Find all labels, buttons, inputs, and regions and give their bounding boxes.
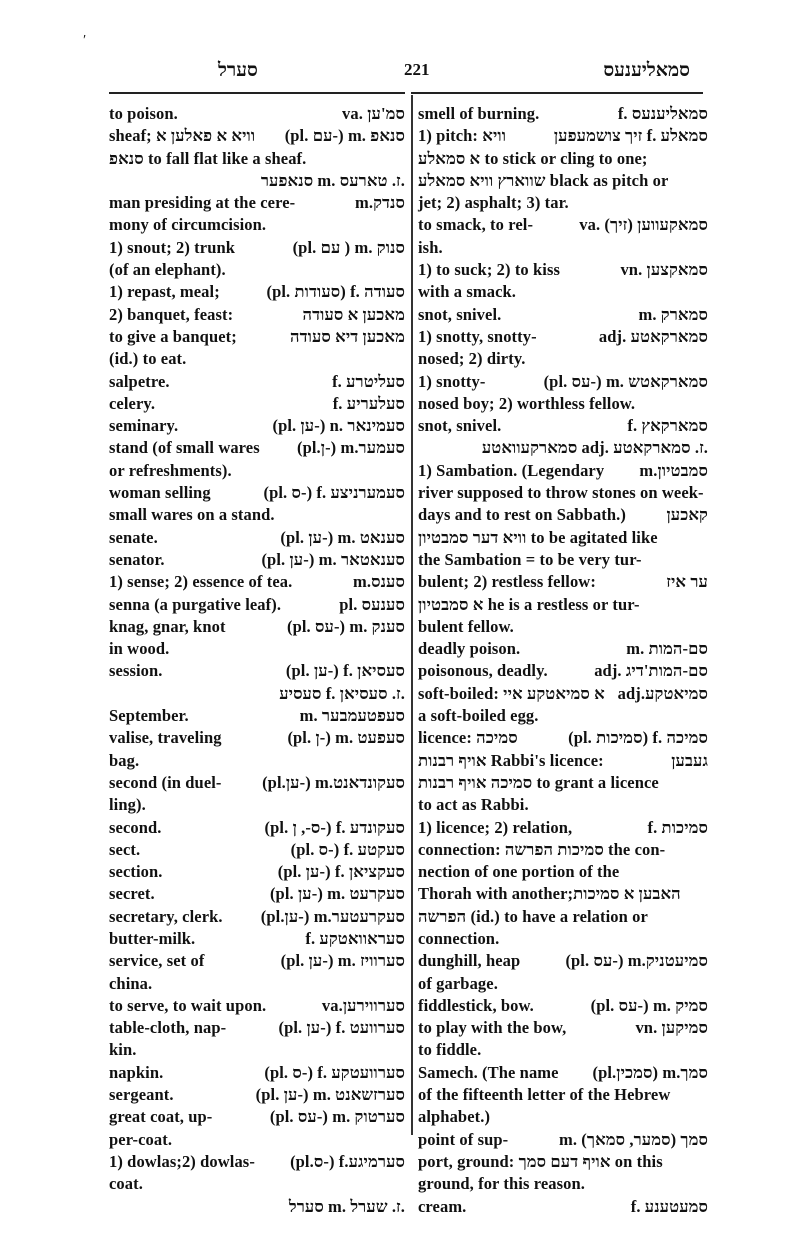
english-definition: small wares on a stand. [109, 505, 275, 525]
yiddish-headword: (pl. ען-) m. סענאטאר [261, 549, 405, 569]
english-definition: Thorah with another;האבען א סמיכות [418, 884, 681, 904]
english-definition: 1) to suck; 2) to kiss [418, 260, 560, 280]
english-definition: 1) sense; 2) essence of tea. [109, 572, 293, 592]
english-definition: הפרשה (id.) to have a relation or [418, 906, 648, 926]
english-definition: per-coat. [109, 1129, 173, 1149]
english-definition: to act as Rabbi. [418, 795, 529, 815]
dictionary-line [418, 727, 708, 749]
english-definition: butter-milk. [109, 928, 196, 948]
yiddish-headword: f. סעליטרע [332, 371, 405, 391]
dictionary-line [418, 281, 708, 303]
english-definition: river supposed to throw stones on week- [418, 483, 704, 503]
english-definition: to serve, to wait upon. [109, 995, 267, 1015]
english-definition: to give a banquet; [109, 326, 237, 346]
dictionary-line [418, 660, 708, 682]
yiddish-headword: f. סמארקאץ [627, 416, 708, 436]
english-definition: the Sambation = to be very tur- [418, 549, 642, 569]
yiddish-headword: m. סם-המות [626, 639, 708, 659]
english-definition: 1) Sambation. (Legendary [418, 460, 605, 480]
yiddish-headword: (pl. ען-) m. סעקרעט [269, 884, 405, 904]
yiddish-headword: סמארקעוואטע adj. ז. סמארקאטע. [481, 438, 708, 458]
yiddish-headword: (pl. ען-) m. סערוויז [280, 951, 405, 971]
english-definition: Samech. (The name [418, 1062, 559, 1082]
dictionary-line [109, 1173, 405, 1195]
yiddish-headword: m.סענס [353, 572, 405, 592]
yiddish-headword: (pl. עס-) m. סמיק [590, 995, 708, 1015]
dictionary-line [109, 1039, 405, 1061]
yiddish-headword: (pl. ען-) m. סענאט [280, 527, 405, 547]
dictionary-line [418, 371, 708, 393]
dictionary-line [418, 214, 708, 236]
english-definition: napkin. [109, 1062, 164, 1082]
english-definition: 1) pitch: וויא [418, 126, 507, 146]
line-text: שווארץ וויא סמאלע black as pitch or [418, 170, 669, 190]
english-definition: dunghill, heap [418, 951, 521, 971]
dictionary-line [109, 527, 405, 549]
dictionary-line [418, 839, 708, 861]
yiddish-headword: f. סמעטענע [630, 1196, 708, 1216]
english-definition: September. [109, 706, 189, 726]
english-definition: session. [109, 661, 163, 681]
yiddish-headword: (pl. עס-) m. סערטוק [269, 1107, 405, 1127]
yiddish-headword: (pl. ען-) n. סעמינאר [272, 416, 405, 436]
english-definition: 1) dowlas;2) dowlas- [109, 1151, 255, 1171]
english-definition: nosed boy; 2) worthless fellow. [418, 393, 636, 413]
english-definition: sect. [109, 839, 141, 859]
dictionary-line [418, 571, 708, 593]
column-divider [411, 95, 413, 1135]
scan-speck: ' [80, 32, 87, 49]
line-text: א סמאלע to stick or cling to one; [418, 148, 648, 168]
english-definition: cream. [418, 1196, 467, 1216]
dictionary-line [418, 772, 708, 794]
yiddish-headword: vn. סמיקען [635, 1018, 708, 1038]
left-guide-word: סערל [218, 60, 258, 81]
yiddish-headword: va. סמ'ען [342, 104, 405, 123]
yiddish-headword: זיך צושמעפען f. סמאלע [553, 126, 708, 146]
english-definition: licence: סמיכה [418, 728, 518, 748]
page-header [108, 60, 708, 90]
english-definition: fiddlestick, bow. [418, 995, 534, 1015]
yiddish-headword: va. (זיך) סמאקעווען [579, 215, 708, 235]
dictionary-line [418, 750, 708, 772]
yiddish-headword: f. סמיכות [647, 817, 708, 837]
dictionary-line [109, 772, 405, 794]
english-definition: celery. [109, 393, 156, 413]
dictionary-line [418, 1062, 708, 1084]
english-definition: bag. [109, 750, 140, 770]
dictionary-line [418, 527, 708, 549]
yiddish-headword: (pl. סמיכות) f. סמיכה [568, 728, 708, 748]
english-definition: bulent; 2) restless fellow: [418, 572, 596, 592]
yiddish-headword: m. (סמער, סמאך) סמך [558, 1129, 708, 1149]
yiddish-headword: (pl. ען-) m. סערזשאנט [255, 1085, 405, 1105]
english-definition: bulent fellow. [418, 616, 514, 636]
dictionary-line [109, 393, 405, 415]
english-definition: 1) repast, meal; [109, 282, 220, 302]
dictionary-line [109, 371, 405, 393]
dictionary-line [418, 928, 708, 950]
english-definition: snot, snivel. [418, 416, 502, 436]
dictionary-line [109, 727, 405, 749]
dictionary-line [109, 326, 405, 348]
dictionary-line [418, 504, 708, 526]
dictionary-line [109, 549, 405, 571]
yiddish-headword: m. סמארק [638, 304, 708, 324]
dictionary-line [109, 1017, 405, 1039]
english-definition: sergeant. [109, 1085, 174, 1105]
dictionary-line [418, 460, 708, 482]
yiddish-headword: (pl.ען-) m.סעקרעטער [260, 906, 405, 926]
dictionary-line [418, 148, 708, 170]
yiddish-headword: m. סעפטעמבער [299, 706, 405, 726]
yiddish-headword: (pl. ס-) f. סערוועטקע [264, 1062, 405, 1082]
header-rule-left [109, 92, 405, 94]
dictionary-line [109, 348, 405, 370]
english-definition: woman selling [109, 483, 211, 503]
english-definition: with a smack. [418, 282, 517, 302]
english-definition: of garbage. [418, 973, 498, 993]
dictionary-line [109, 415, 405, 437]
dictionary-line [418, 259, 708, 281]
dictionary-line [418, 1173, 708, 1195]
dictionary-line [109, 928, 405, 950]
english-definition: in wood. [109, 639, 170, 659]
english-definition: alphabet.) [418, 1107, 491, 1127]
english-definition: (of an elephant). [109, 260, 226, 280]
english-definition: poisonous, deadly. [418, 661, 548, 681]
dictionary-line [109, 504, 405, 526]
english-definition: man presiding at the cere- [109, 193, 296, 213]
english-definition: mony of circumcision. [109, 215, 267, 235]
dictionary-line [109, 281, 405, 303]
dictionary-line [109, 1062, 405, 1084]
yiddish-headword: (pl. עס-) m.סמיעטניק [565, 951, 708, 971]
dictionary-line [418, 817, 708, 839]
dictionary-line [109, 794, 405, 816]
dictionary-line [418, 326, 708, 348]
english-definition: sheaf; וויא א פאלען א [109, 126, 256, 146]
yiddish-headword: געבען [671, 750, 708, 770]
dictionary-line [418, 973, 708, 995]
english-definition: 1) snotty- [418, 371, 486, 391]
dictionary-line [418, 549, 708, 571]
left-column [109, 103, 405, 1218]
english-definition: a soft-boiled egg. [418, 706, 539, 726]
english-definition: second. [109, 817, 162, 837]
dictionary-line [109, 259, 405, 281]
english-definition: second (in duel- [109, 772, 222, 792]
dictionary-line [418, 1084, 708, 1106]
english-definition: kin. [109, 1040, 137, 1060]
english-definition: smell of burning. [418, 104, 540, 123]
dictionary-line [418, 861, 708, 883]
dictionary-line [418, 950, 708, 972]
dictionary-line [418, 103, 708, 125]
dictionary-line [109, 103, 405, 125]
dictionary-line [109, 214, 405, 236]
yiddish-headword: מאכען דיא סעודה [290, 326, 405, 346]
yiddish-headword: (pl. ס-, ן-) f. סעקונדע [264, 817, 405, 837]
yiddish-headword: (pl.ס-) f.סערמיגע [290, 1151, 405, 1171]
dictionary-line [109, 1129, 405, 1151]
english-definition: ling). [109, 795, 146, 815]
right-guide-word: סמאליענעס [603, 60, 690, 81]
yiddish-headword: va.סערווירען [321, 995, 405, 1015]
yiddish-headword: (pl. ס-) f. סעקטע [290, 839, 405, 859]
english-definition: 1) snotty, snotty- [418, 326, 537, 346]
dictionary-line [109, 839, 405, 861]
english-definition: of the fifteenth letter of the Hebrew [418, 1085, 671, 1105]
english-definition: snot, snivel. [418, 304, 502, 324]
yiddish-headword: (pl. עם-) m. סנאפ [284, 126, 405, 146]
dictionary-line [418, 170, 708, 192]
dictionary-line [109, 437, 405, 459]
dictionary-line [418, 705, 708, 727]
header-rule-right [411, 92, 703, 94]
dictionary-line [418, 437, 708, 459]
english-definition: to play with the bow, [418, 1018, 567, 1038]
dictionary-line [418, 1151, 708, 1173]
english-definition: ground, for this reason. [418, 1174, 585, 1194]
english-definition: secretary, clerk. [109, 906, 223, 926]
english-definition: 1) snout; 2) trunk [109, 237, 236, 257]
dictionary-line [109, 148, 405, 170]
dictionary-line [418, 304, 708, 326]
english-definition: to poison. [109, 104, 178, 123]
english-definition: to smack, to rel- [418, 215, 534, 235]
line-text: א סמבטיון he is a restless or tur- [418, 594, 640, 614]
yiddish-headword: (pl.ען-) m.סעקונדאנט [262, 772, 405, 792]
english-definition: jet; 2) asphalt; 3) tar. [418, 193, 569, 213]
english-definition: deadly poison. [418, 639, 521, 659]
dictionary-line [418, 237, 708, 259]
dictionary-line [418, 883, 708, 905]
english-definition: soft-boiled: א סמיאטקע איי [418, 683, 605, 703]
english-definition: to fiddle. [418, 1040, 482, 1060]
dictionary-line [109, 1084, 405, 1106]
english-definition: service, set of [109, 951, 205, 971]
english-definition: senna (a purgative leaf). [109, 594, 282, 614]
english-definition: senate. [109, 527, 158, 547]
dictionary-line [418, 1017, 708, 1039]
yiddish-headword: (pl. ען-) f. סעקציאן [277, 862, 405, 882]
yiddish-headword: (pl. ן-) m. סעפעט [287, 728, 405, 748]
dictionary-line [109, 1151, 405, 1173]
english-definition: nection of one portion of the [418, 862, 620, 882]
dictionary-line [109, 170, 405, 192]
dictionary-line [109, 861, 405, 883]
english-definition: valise, traveling [109, 728, 222, 748]
yiddish-headword: (pl.סמכין) m.סמך [592, 1062, 708, 1082]
dictionary-line [109, 1196, 405, 1218]
english-definition: section. [109, 862, 163, 882]
dictionary-line [109, 460, 405, 482]
yiddish-headword: מאכען א סעודה [302, 304, 405, 324]
dictionary-line [109, 973, 405, 995]
yiddish-headword: סערל m. ז. שערל. [288, 1196, 405, 1216]
dictionary-line [418, 1196, 708, 1218]
yiddish-headword: (pl. ען-) f. סעסיאן [285, 661, 405, 681]
yiddish-headword: סעסיע f. ז. סעסיאן. [279, 683, 405, 703]
line-text: סמיכה אויף רבנות to grant a licence [418, 772, 659, 792]
dictionary-line [418, 683, 708, 705]
dictionary-line [109, 660, 405, 682]
dictionary-line [418, 393, 708, 415]
english-definition: knag, gnar, knot [109, 616, 226, 636]
yiddish-headword: m.סנדק [355, 193, 405, 213]
yiddish-headword: pl. סענעס [339, 594, 405, 614]
yiddish-headword: adj.סמיאטקע [617, 683, 708, 703]
dictionary-line [109, 304, 405, 326]
english-definition: china. [109, 973, 153, 993]
dictionary-line [418, 192, 708, 214]
english-definition: connection. [418, 928, 500, 948]
english-definition: (id.) to eat. [109, 349, 187, 369]
dictionary-line [109, 594, 405, 616]
english-definition: coat. [109, 1174, 143, 1194]
dictionary-line [418, 1039, 708, 1061]
dictionary-line [109, 482, 405, 504]
line-text: וויא דער סמבטיון to be agitated like [418, 527, 658, 547]
yiddish-headword: קאכען [666, 505, 708, 525]
dictionary-line [418, 794, 708, 816]
english-definition: nosed; 2) dirty. [418, 349, 526, 369]
yiddish-headword: (pl. עס-) m. סמארקאטש [543, 371, 708, 391]
yiddish-headword: (pl.ן-) m.סעמער [296, 438, 405, 458]
english-definition: days and to rest on Sabbath.) [418, 505, 626, 525]
dictionary-line [109, 616, 405, 638]
dictionary-line [109, 683, 405, 705]
english-definition: or refreshments). [109, 460, 232, 480]
dictionary-line [109, 750, 405, 772]
dictionary-line [418, 995, 708, 1017]
dictionary-line [109, 705, 405, 727]
right-column [418, 103, 708, 1218]
line-text: סנאפ to fall flat like a sheaf. [109, 148, 307, 168]
yiddish-headword: adj. סמארקאטע [598, 326, 708, 346]
yiddish-headword: (pl. ס-) f. סעמערניצע [263, 483, 405, 503]
yiddish-headword: (pl. עם ) m. סנוק [292, 237, 405, 257]
dictionary-line [109, 906, 405, 928]
yiddish-headword: ער איז [666, 572, 708, 592]
dictionary-line [418, 1129, 708, 1151]
dictionary-line [109, 192, 405, 214]
english-definition: table-cloth, nap- [109, 1018, 227, 1038]
page-number: 221 [404, 60, 430, 79]
english-definition: great coat, up- [109, 1107, 213, 1127]
english-definition: ish. [418, 237, 443, 257]
dictionary-line [418, 594, 708, 616]
english-definition: connection: סמיכות הפרשה the con- [418, 839, 666, 859]
dictionary-line [109, 571, 405, 593]
english-definition: אויף רבנות Rabbi's licence: [418, 750, 604, 770]
yiddish-headword: סנאפער m. ז. טארעס. [260, 170, 405, 190]
yiddish-headword: (pl. עס-) m. סענק [287, 616, 405, 636]
dictionary-line [418, 616, 708, 638]
yiddish-headword: f. סעלעריע [332, 393, 405, 413]
english-definition: 2) banquet, feast: [109, 304, 234, 324]
english-definition: port, ground: אויף דעם סמך on this [418, 1151, 663, 1171]
dictionary-line [418, 1106, 708, 1128]
yiddish-headword: vn. סמאקצען [620, 260, 708, 280]
english-definition: senator. [109, 549, 165, 569]
dictionary-line [418, 415, 708, 437]
yiddish-headword: m.סמבטיון [639, 460, 708, 480]
dictionary-line [109, 1106, 405, 1128]
yiddish-headword: (pl. ען-) f. סערוועט [278, 1018, 405, 1038]
english-definition: secret. [109, 884, 155, 904]
dictionary-line [109, 995, 405, 1017]
yiddish-headword: f. סעראוואטקע [305, 928, 405, 948]
yiddish-headword: f. סמאליענעס [617, 104, 708, 123]
dictionary-line [109, 817, 405, 839]
dictionary-line [418, 125, 708, 147]
dictionary-line [109, 237, 405, 259]
dictionary-line [418, 906, 708, 928]
yiddish-headword: (pl. סעודות) f. סעודה [266, 282, 405, 302]
english-definition: point of sup- [418, 1129, 509, 1149]
dictionary-line [109, 950, 405, 972]
dictionary-line [109, 125, 405, 147]
dictionary-line [418, 348, 708, 370]
english-definition: 1) licence; 2) relation, [418, 817, 573, 837]
dictionary-line [418, 638, 708, 660]
dictionary-line [418, 482, 708, 504]
dictionary-line [109, 638, 405, 660]
dictionary-line [109, 883, 405, 905]
english-definition: seminary. [109, 416, 179, 436]
english-definition: salpetre. [109, 371, 170, 391]
yiddish-headword: adj. סם-המות'דיג [594, 661, 708, 681]
english-definition: stand (of small wares [109, 438, 260, 458]
